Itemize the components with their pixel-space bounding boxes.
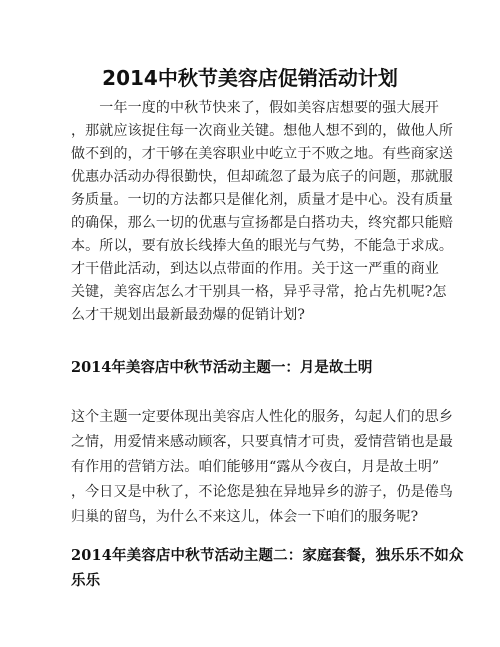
theme1-line: 这个主题一定要体现出美容店人性化的服务，勾起人们的思乡 bbox=[71, 409, 454, 425]
intro-line: 本。所以，要有放长线捧大鱼的眼光与气势，不能急于求成。 bbox=[71, 238, 454, 254]
theme1-paragraph bbox=[71, 405, 454, 530]
theme2-heading bbox=[71, 543, 464, 593]
intro-paragraph bbox=[71, 97, 454, 327]
theme1-line: 之情，用爱情来感动顾客，只要真情才可贵，爱情营销也是最 bbox=[71, 434, 454, 450]
intro-line: 的确保，那么一切的优惠与宣扬都是白搭功夫，终究都只能赔 bbox=[71, 215, 454, 231]
theme1-heading: 2014年美容店中秋节活动主题一：月是故土明 bbox=[71, 359, 373, 376]
intro-line: 务质量。一切的方法都只是催化剂，质量才是中心。没有质量 bbox=[71, 192, 454, 208]
theme2-heading-line: 乐乐 bbox=[71, 572, 101, 589]
intro-line: ，那就应该捉住每一次商业关键。想他人想不到的，做他人所 bbox=[71, 123, 454, 139]
intro-line: 优惠办活动办得很勤快，但却疏忽了最为底子的问题，那就服 bbox=[71, 169, 454, 185]
intro-line: 关键，美容店怎么才干别具一格，异乎寻常，抢占先机呢?怎 bbox=[71, 284, 447, 300]
intro-line: 么才干规划出最新最劲爆的促销计划? bbox=[71, 307, 306, 323]
document-title: 2014中秋节美容店促销活动计划 bbox=[102, 66, 398, 90]
theme1-line: 归巢的留鸟，为什么不来这儿，体会一下咱们的服务呢? bbox=[71, 509, 419, 525]
theme1-line: 有作用的营销方法。咱们能够用“露从今夜白，月是故土明” bbox=[71, 459, 440, 475]
theme1-line: ，今日又是中秋了，不论您是独在异地异乡的游子，仍是倦鸟 bbox=[71, 484, 454, 500]
intro-line: 一年一度的中秋节快来了，假如美容店想要的强大展开 bbox=[71, 100, 439, 116]
intro-line: 才干借此活动，到达以点带面的作用。关于这一严重的商业 bbox=[71, 261, 439, 277]
theme2-heading-line: 2014年美容店中秋节活动主题二：家庭套餐，独乐乐不如众 bbox=[71, 547, 464, 564]
intro-line: 做不到的，才干够在美容职业中屹立于不败之地。有些商家送 bbox=[71, 146, 454, 162]
